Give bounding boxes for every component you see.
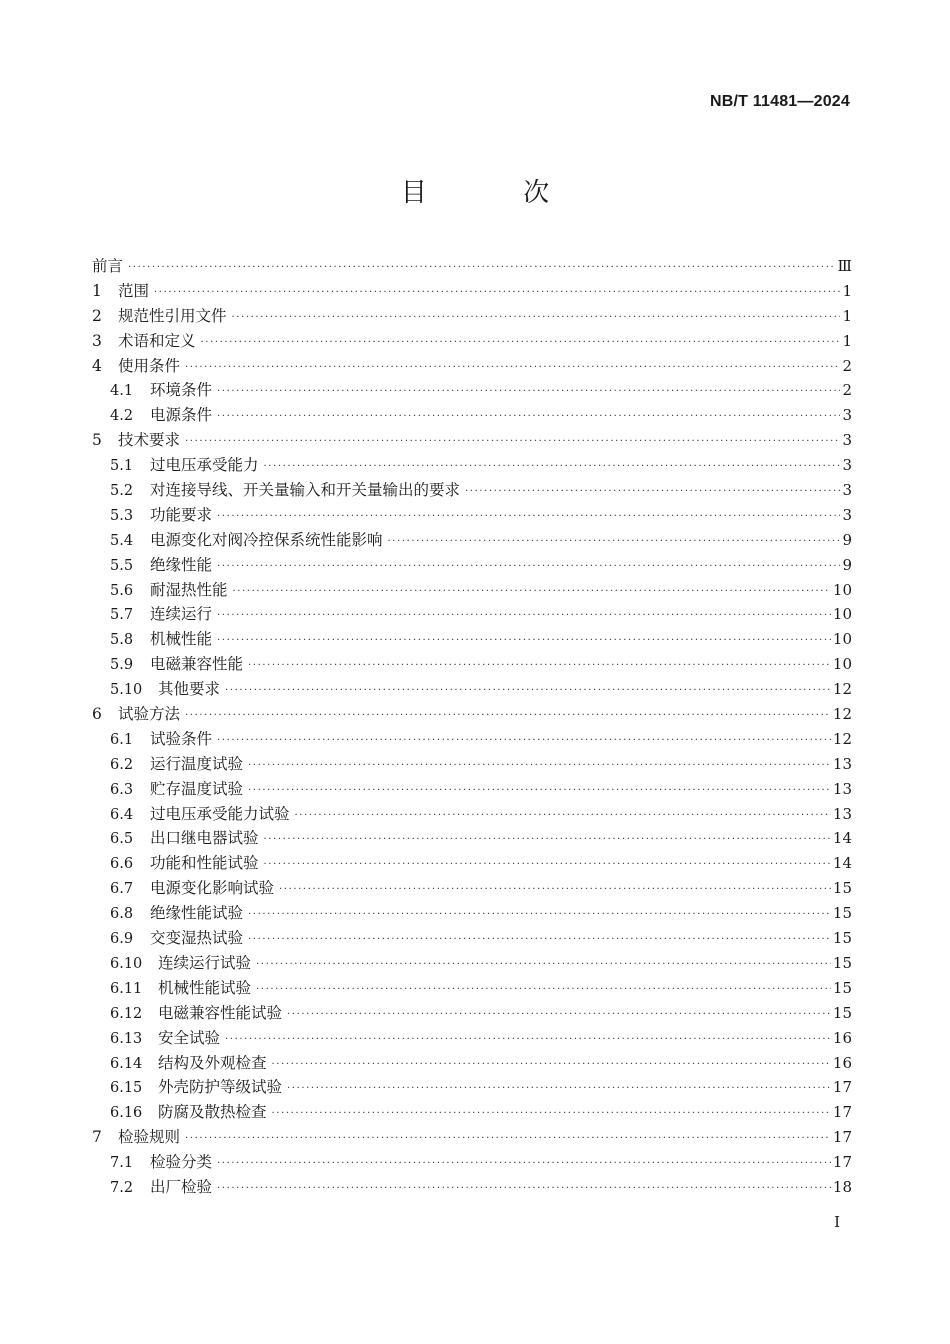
toc-entry-title: 使用条件 (118, 356, 181, 375)
toc-dot-leader (185, 1133, 831, 1144)
toc-dot-leader (217, 1158, 831, 1169)
toc-dot-leader (256, 959, 831, 970)
toc-entry-number: 7.1 (110, 1155, 134, 1172)
toc-dot-leader (217, 735, 831, 746)
toc-entry[interactable] (92, 1100, 852, 1125)
toc-entry-number: 5.3 (110, 507, 134, 524)
toc-entry-page: 17 (832, 1103, 852, 1122)
toc-entry-number: 7 (92, 1128, 102, 1147)
toc-entry[interactable] (92, 1001, 852, 1026)
toc-entry-title: 连续运行试验 (158, 953, 252, 972)
toc-entry-title: 运行温度试验 (150, 754, 244, 773)
toc-entry-number: 3 (92, 331, 102, 350)
toc-entry-number: 6.1 (110, 731, 134, 748)
toc-entry[interactable] (92, 428, 852, 453)
toc-entry-page: 12 (832, 705, 852, 724)
toc-entry-page: 1 (842, 306, 852, 325)
toc-entry-title: 贮存温度试验 (150, 779, 244, 798)
toc-entry[interactable] (92, 851, 852, 876)
toc-dot-leader (248, 660, 831, 671)
toc-entry-title: 机械性能 (150, 630, 213, 649)
toc-entry-title: 检验分类 (150, 1153, 213, 1172)
toc-dot-leader (248, 934, 831, 945)
toc-entry-page: 15 (832, 953, 852, 972)
toc-entry-number: 5.5 (110, 557, 134, 574)
toc-entry-page: 17 (832, 1078, 852, 1097)
toc-entry-number: 6.14 (110, 1055, 143, 1072)
toc-dot-leader (287, 1009, 831, 1020)
toc-entry-page: 14 (832, 854, 852, 873)
toc-dot-leader (388, 536, 840, 547)
toc-entry[interactable] (92, 528, 852, 553)
toc-dot-leader (264, 834, 831, 845)
page-folio: I (834, 1213, 840, 1231)
toc-entry[interactable] (92, 777, 852, 802)
toc-entry-page: 3 (842, 505, 852, 524)
toc-entry[interactable] (92, 901, 852, 926)
page-title: 目 次 (400, 178, 594, 208)
toc-entry-number: 6.7 (110, 881, 134, 898)
toc-entry[interactable] (92, 951, 852, 976)
toc-entry-page: 15 (832, 978, 852, 997)
toc-entry-number: 5.7 (110, 607, 134, 624)
toc-entry-page: 13 (832, 779, 852, 798)
toc-entry-title: 其他要求 (158, 680, 221, 699)
toc-dot-leader (217, 561, 840, 572)
toc-entry-page: 15 (832, 879, 852, 898)
toc-dot-leader (232, 312, 840, 323)
toc-entry-title: 交变湿热试验 (150, 929, 244, 948)
toc-entry-title: 机械性能试验 (158, 978, 252, 997)
toc-entry-title: 技术要求 (118, 431, 181, 450)
toc-entry[interactable] (92, 1051, 852, 1076)
toc-entry[interactable] (92, 304, 852, 329)
toc-entry-title: 过电压承受能力 (150, 456, 259, 475)
toc-entry-number: 6.13 (110, 1030, 143, 1047)
toc-entry-title: 连续运行 (150, 605, 213, 624)
toc-dot-leader (217, 610, 831, 621)
toc-dot-leader (217, 1183, 831, 1194)
toc-entry-page: 12 (832, 680, 852, 699)
toc-entry-number: 4.2 (110, 408, 134, 425)
toc-dot-leader (217, 411, 840, 422)
toc-entry[interactable] (92, 826, 852, 851)
toc-dot-leader (272, 1108, 831, 1119)
toc-entry-title: 绝缘性能试验 (150, 904, 244, 923)
toc-entry-number: 7.2 (110, 1179, 134, 1196)
toc-entry-number: 6.11 (110, 980, 143, 997)
toc-entry-page: 3 (842, 431, 852, 450)
toc-dot-leader (233, 586, 831, 597)
standard-number: NB/T 11481—2024 (710, 93, 850, 110)
toc-entry[interactable] (92, 403, 852, 428)
toc-entry-page: 10 (832, 655, 852, 674)
toc-entry[interactable] (92, 503, 852, 528)
toc-entry-title: 电源变化对阀冷控保系统性能影响 (150, 530, 383, 549)
toc-entry[interactable] (92, 926, 852, 951)
toc-dot-leader (154, 287, 840, 298)
toc-entry-page: 9 (842, 555, 852, 574)
toc-entry[interactable] (92, 677, 852, 702)
toc-entry[interactable] (92, 453, 852, 478)
toc-entry[interactable] (92, 378, 852, 403)
toc-entry-number: 5.1 (110, 458, 134, 475)
toc-entry-title: 出厂检验 (150, 1177, 213, 1196)
toc-entry-page: 2 (842, 381, 852, 400)
toc-entry-page: 13 (832, 804, 852, 823)
toc-dot-leader (185, 362, 840, 373)
toc-entry-page: 10 (832, 580, 852, 599)
toc-entry-number: 5.8 (110, 632, 134, 649)
toc-entry-page: 17 (832, 1153, 852, 1172)
toc-entry-page: 16 (832, 1028, 852, 1047)
toc-entry-title: 绝缘性能 (150, 555, 213, 574)
toc-entry-number: 5.10 (110, 682, 143, 699)
toc-dot-leader (264, 461, 840, 472)
toc-entry-title: 范围 (118, 281, 150, 300)
toc-entry-page: 3 (842, 456, 852, 475)
toc-entry[interactable] (92, 553, 852, 578)
toc-entry-page: 10 (832, 630, 852, 649)
toc-entry-title: 结构及外观检查 (158, 1053, 267, 1072)
toc-dot-leader (287, 1083, 831, 1094)
toc-entry[interactable] (92, 329, 852, 354)
toc-entry-number: 4.1 (110, 383, 134, 400)
toc-entry-number: 6.15 (110, 1080, 143, 1097)
toc-dot-leader (185, 710, 831, 721)
toc-entry-number: 5.9 (110, 657, 134, 674)
toc-entry-page: 16 (832, 1053, 852, 1072)
toc-entry-title: 环境条件 (150, 381, 213, 400)
toc-dot-leader (279, 884, 831, 895)
toc-entry-number: 4 (92, 356, 102, 375)
toc-entry-title: 外壳防护等级试验 (158, 1078, 283, 1097)
toc-entry-page: 18 (832, 1177, 852, 1196)
toc-entry-title: 过电压承受能力试验 (150, 804, 290, 823)
toc-entry-title: 防腐及散热检查 (158, 1103, 267, 1122)
toc-entry-number: 6.8 (110, 906, 134, 923)
toc-entry-title: 功能要求 (150, 505, 213, 524)
toc-dot-leader (272, 1059, 831, 1070)
toc-dot-leader (201, 337, 840, 348)
toc-entry-title: 试验条件 (150, 729, 213, 748)
toc-entry[interactable] (92, 478, 852, 503)
toc-entry-number: 6.16 (110, 1105, 143, 1122)
toc-entry-number: 6.6 (110, 856, 134, 873)
toc-entry-number: 5.4 (110, 532, 134, 549)
toc-entry-page: 2 (842, 356, 852, 375)
toc-entry[interactable] (92, 752, 852, 777)
toc-dot-leader (248, 785, 831, 796)
toc-entry[interactable] (92, 578, 852, 603)
toc-dot-leader (225, 1034, 831, 1045)
toc-dot-leader (128, 262, 836, 273)
toc-entry-page: 1 (842, 281, 852, 300)
toc-dot-leader (217, 511, 840, 522)
toc-entry-number: 6.4 (110, 806, 134, 823)
toc-entry[interactable] (92, 1175, 852, 1200)
toc-dot-leader (264, 859, 831, 870)
toc-entry-number: 6.9 (110, 931, 134, 948)
toc-entry-page: 3 (842, 406, 852, 425)
toc-entry-title: 对连接导线、开关量输入和开关量输出的要求 (150, 481, 461, 500)
toc-entry-number: 6.5 (110, 831, 134, 848)
toc-entry-title: 耐湿热性能 (150, 580, 228, 599)
toc-entry-title: 试验方法 (118, 705, 181, 724)
toc-entry[interactable] (92, 1125, 852, 1150)
toc-entry[interactable] (92, 976, 852, 1001)
toc-entry-title: 前言 (92, 257, 124, 275)
toc-entry-page: 17 (832, 1128, 852, 1147)
toc-entry-title: 检验规则 (118, 1128, 181, 1147)
toc-entry-page: 3 (842, 481, 852, 500)
toc-entry-title: 术语和定义 (118, 331, 196, 350)
toc-entry[interactable] (92, 652, 852, 677)
toc-entry-title: 电磁兼容性能 (150, 655, 244, 674)
toc-entry[interactable] (92, 627, 852, 652)
toc-entry-number: 5.2 (110, 483, 134, 500)
toc-entry[interactable] (92, 702, 852, 727)
toc-entry-page: 15 (832, 929, 852, 948)
toc-entry-page: 15 (832, 904, 852, 923)
toc-dot-leader (295, 810, 831, 821)
toc-entry-page: 1 (842, 331, 852, 350)
toc-entry-title: 规范性引用文件 (118, 306, 227, 325)
toc-entry[interactable] (92, 1075, 852, 1100)
toc-dot-leader (465, 486, 840, 497)
toc-entry[interactable] (92, 1026, 852, 1051)
toc-entry-page: 9 (842, 530, 852, 549)
toc-entry-title: 电源变化影响试验 (150, 879, 275, 898)
toc-entry-number: 6.12 (110, 1005, 143, 1022)
toc-entry-title: 电磁兼容性能试验 (158, 1003, 283, 1022)
toc-entry-page: 14 (832, 829, 852, 848)
toc-entry-number: 6.3 (110, 781, 134, 798)
toc-entry[interactable] (92, 802, 852, 827)
toc-entry[interactable] (92, 1150, 852, 1175)
toc-entry-number: 5 (92, 431, 102, 450)
toc-dot-leader (225, 685, 831, 696)
toc-entry-number: 6.2 (110, 756, 134, 773)
toc-entry-number: 6 (92, 705, 102, 724)
toc-dot-leader (248, 760, 831, 771)
toc-dot-leader (217, 635, 831, 646)
toc-entry-page: Ⅲ (837, 257, 852, 275)
toc-dot-leader (185, 436, 840, 447)
toc-entry-page: 15 (832, 1003, 852, 1022)
toc-dot-leader (217, 386, 840, 397)
toc-entry[interactable] (92, 727, 852, 752)
toc-entry[interactable] (92, 279, 852, 304)
toc-dot-leader (248, 909, 831, 920)
toc-entry-number: 6.10 (110, 955, 143, 972)
toc-entry[interactable] (92, 354, 852, 379)
toc-entry-number: 1 (92, 281, 102, 300)
toc-entry-number: 5.6 (110, 582, 134, 599)
toc-entry-page: 12 (832, 729, 852, 748)
toc-entry-title: 电源条件 (150, 406, 213, 425)
toc-entry-number: 2 (92, 306, 102, 325)
table-of-contents (92, 254, 852, 1200)
toc-entry[interactable] (92, 254, 852, 279)
toc-entry-page: 10 (832, 605, 852, 624)
toc-entry[interactable] (92, 602, 852, 627)
toc-entry-title: 出口继电器试验 (150, 829, 259, 848)
toc-entry-title: 安全试验 (158, 1028, 221, 1047)
toc-dot-leader (256, 984, 831, 995)
toc-entry-title: 功能和性能试验 (150, 854, 259, 873)
toc-entry-page: 13 (832, 754, 852, 773)
toc-entry[interactable] (92, 876, 852, 901)
